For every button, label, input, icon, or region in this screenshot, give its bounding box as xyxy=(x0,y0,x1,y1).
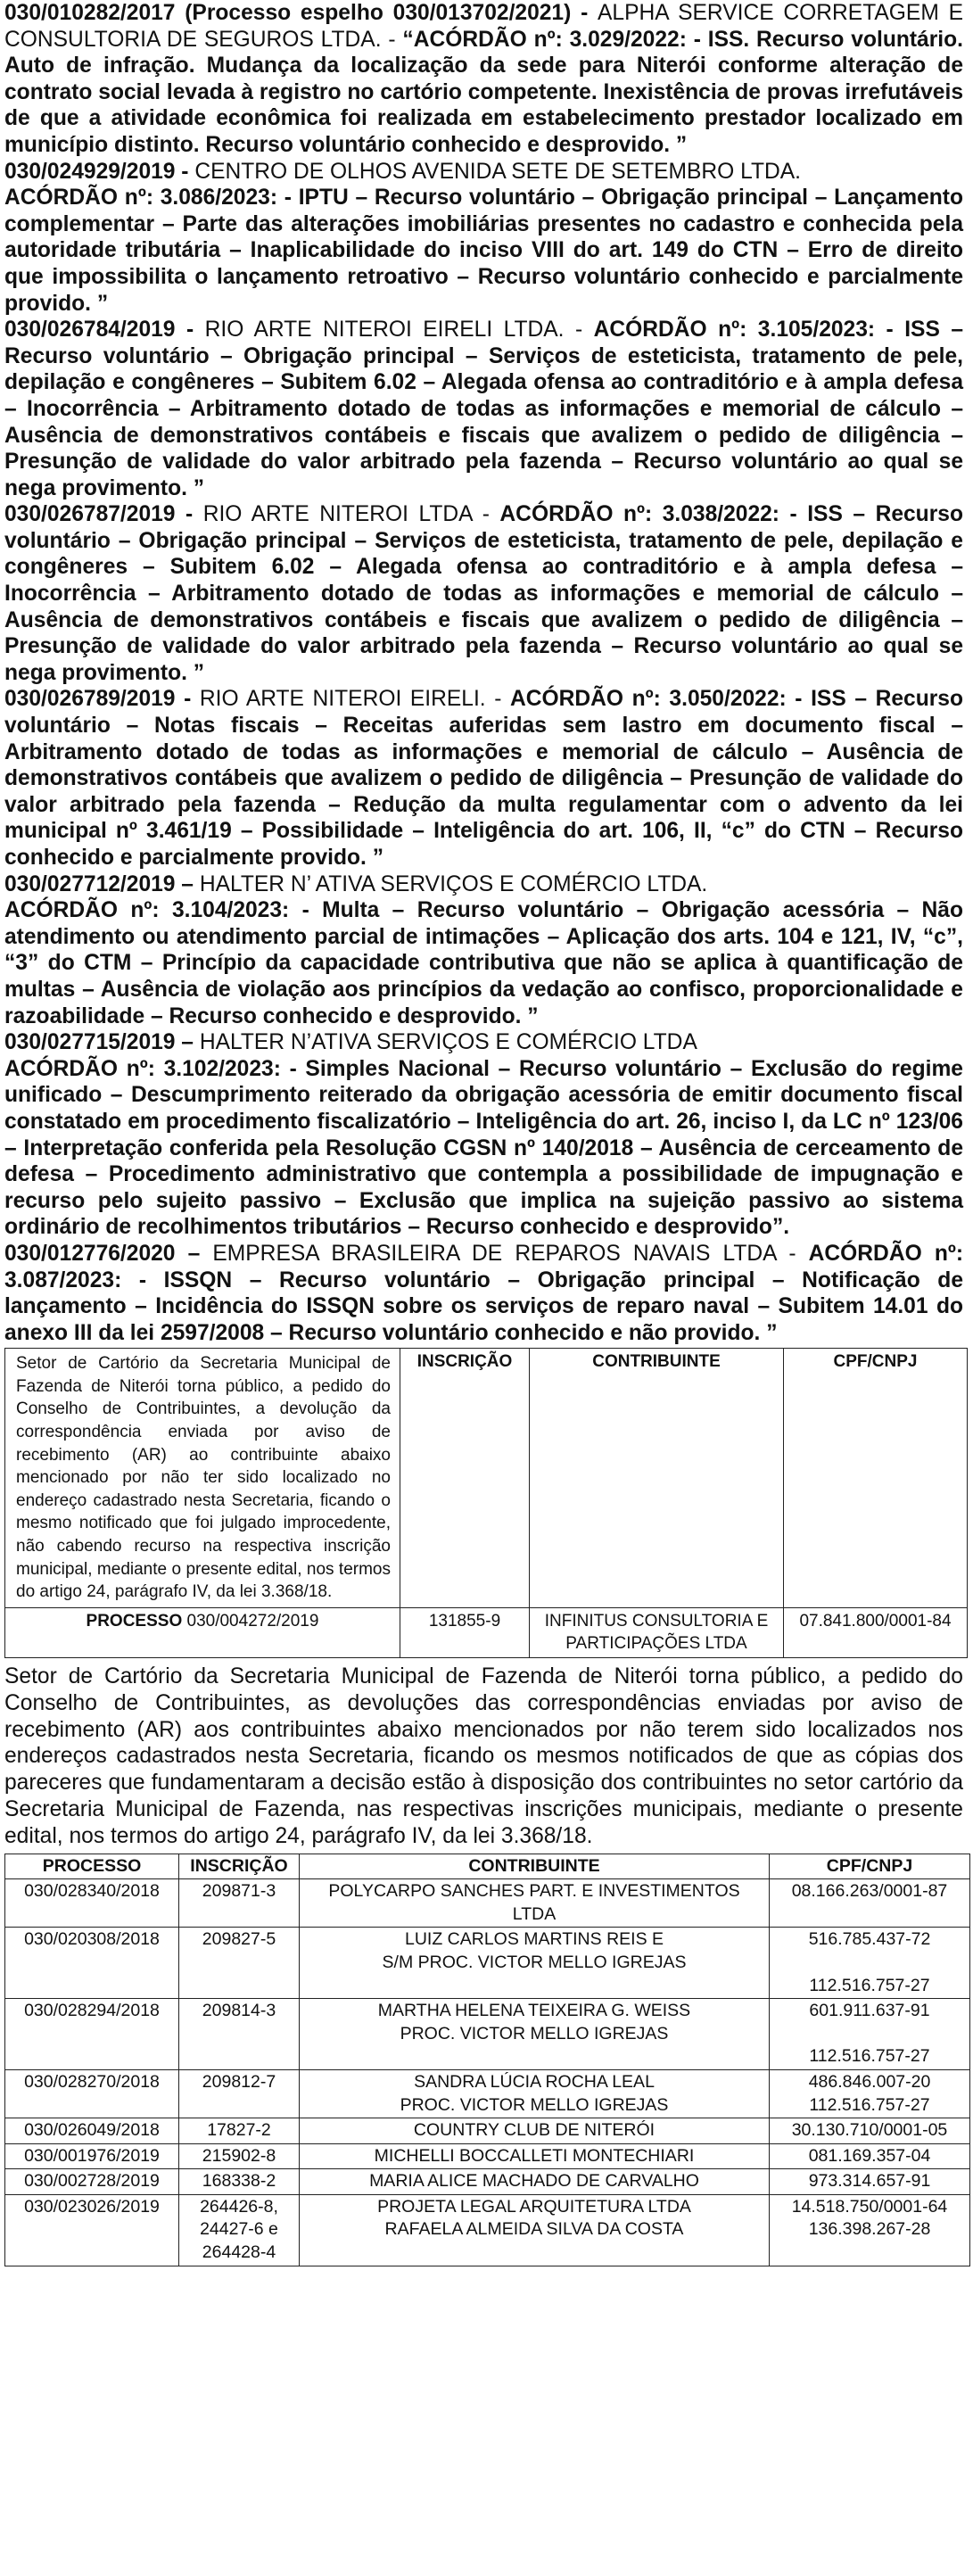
decision-text: ACÓRDÃO nº: 3.102/2023: - Simples Nacional – Recurso voluntário – Exclusão do regime unificado – Descumprimento reiterado da obrigação acessória de emitir documento fiscal constatado em procedimento fiscalizatório – Inteligência do art. 26, inciso I, da LC nº 123/06 – Interpretação conferida pela Resolução CGSN nº 140/2018 – Ausência de cerceamento de defesa – Procedimento administrativo que contempla a possibilidade de impugnação e recurso pelo sujeito passivo – Exclusão que implica na sujeição passivo ao sistema ordinário de recolhimentos tributários – Recurso conhecido e desprovido”. xyxy=(4,1056,963,1240)
processo-cell: 030/028270/2018 xyxy=(5,2069,179,2118)
decision-entry xyxy=(4,1029,963,1241)
processo-cell: 030/001976/2019 xyxy=(5,2143,179,2169)
decision-text: ACÓRDÃO nº: 3.104/2023: - Multa – Recurso voluntário – Obrigação acessória – Não atendimento ou atendimento parcial de intimações – Aplicação dos arts. 104 e 121, IV, “c”, “3” do CTM – Princípio da capacidade contributiva que não se aplica à quantificação de multas – Ausência de violação aos princípios da vedação ao confisco, proporcionalidade e razoabilidade – Recurso conhecido e desprovido. ” xyxy=(4,898,963,1028)
processo-cell: 030/028294/2018 xyxy=(5,1999,179,2070)
header-processo: PROCESSO xyxy=(5,1854,179,1879)
decision-text: ACÓRDÃO nº: 3.105/2023: - ISS – Recurso voluntário – Obrigação principal – Serviços de esteticista, tratamento de pele, depilação e congêneres – Subitem 6.02 – Alegada ofensa ao contraditório e à ampla defesa – Inocorrência – Arbitramento dotado de todas as informações e memorial de cálculo – Ausência de demonstrativos contábeis e fiscais que avalizem o pedido de diligência – Presunção de validade do valor arbitrado pela fazenda – Recurso voluntário ao qual se nega provimento. ” xyxy=(4,318,963,500)
process-number: 030/027712/2019 – xyxy=(4,871,200,896)
decision-text: ACÓRDÃO nº: 3.087/2023: - ISSQN – Recurso voluntário – Obrigação principal – Notificação de lançamento – Incidência do ISSQN sobre os serviços de reparo naval – Subitem 14.01 do anexo III da lei 2597/2008 – Recurso voluntário conhecido e não provido. ” xyxy=(4,1241,964,1345)
cpf-cnpj-cell: 601.911.637-91 112.516.757-27 xyxy=(770,1999,970,2070)
document-page xyxy=(4,0,963,2266)
notice-table-single xyxy=(4,1348,968,1658)
decision-text: ACÓRDÃO nº: 3.038/2022: - ISS – Recurso voluntário – Obrigação principal – Serviços de esteticista, tratamento de pele, depilação e congêneres – Subitem 6.02 – Alegada ofensa ao contraditório e à ampla defesa – Inocorrência – Arbitramento dotado de todas as informações e memorial de cálculo – Ausência de demonstrativos contábeis e fiscais que avalizem o pedido de diligência – Presunção de validade do valor arbitrado pela fazenda – Recurso voluntário ao qual se nega provimento. ” xyxy=(4,502,963,685)
cpf-cnpj-cell: 516.785.437-72 112.516.757-27 xyxy=(770,1928,970,1999)
notice-table-multiple xyxy=(4,1854,970,2266)
decision-entry xyxy=(4,871,963,1030)
table-row xyxy=(5,2143,970,2169)
processo-cell: 030/020308/2018 xyxy=(5,1928,179,1999)
process-number: 030/026787/2019 - xyxy=(4,502,203,527)
process-number: 030/010282/2017 (Processo espelho 030/013702/2021) - xyxy=(4,1,598,25)
company-name: HALTER N’ ATIVA SERVIÇOS E COMÉRCIO LTDA. xyxy=(199,871,708,896)
processo-cell: 030/002728/2019 xyxy=(5,2169,179,2195)
decision-text: ACÓRDÃO nº: 3.086/2023: - IPTU – Recurso voluntário – Obrigação principal – Lançamento complementar – Parte das alterações imobiliárias presentes no cadastro e conhecida pela autoridade tributária – Inaplicabilidade do inciso VIII do art. 149 do CTN – Erro de direito que impossibilita o lançamento retroativo – Recurso voluntário conhecido e parcialmente provido. ” xyxy=(4,186,963,316)
decision-entry xyxy=(4,501,963,686)
decision-list xyxy=(4,0,963,1346)
notice-text: Setor de Cartório da Secretaria Municipal de Fazenda de Niterói torna público, a pedido do Conselho de Contribuintes, a devolução da correspondência enviada por aviso de recebimento (AR) ao contribuinte abaixo mencionado por não ter sido localizado no endereço cadastrado nesta Secretaria, ficando o mesmo notificado que foi julgado improcedente, não cabendo recurso na respectiva inscrição municipal, mediante o presente edital, nos termos do artigo 24, parágrafo IV, da lei 3.368/18. xyxy=(5,1349,400,1608)
inscricao-cell: 131855-9 xyxy=(400,1607,530,1657)
table-row xyxy=(5,2194,970,2266)
company-name: RIO ARTE NITEROI EIRELI LTDA. - xyxy=(204,318,594,343)
company-name: RIO ARTE NITEROI EIRELI. - xyxy=(199,687,510,712)
company-name: ALPHA SERVICE CORRETAGEM E CONSULTORIA DE SEGUROS LTDA. - xyxy=(4,1,963,52)
contribuinte-cell: POLYCARPO SANCHES PART. E INVESTIMENTOS LTDA xyxy=(300,1879,770,1928)
cpf-cnpj-cell: 081.169.357-04 xyxy=(770,2143,970,2169)
table-row xyxy=(5,2069,970,2118)
process-number: 030/026789/2019 - xyxy=(4,687,200,712)
processo-label: PROCESSO xyxy=(86,1611,183,1631)
notice-paragraph: Setor de Cartório da Secretaria Municipal de Fazenda de Niterói torna público, a pedido do Conselho de Contribuintes, as devoluções das correspondências enviadas por aviso de recebimento (AR) aos contribuintes abaixo mencionados por não terem sido localizados nos endereços cadastrados nesta Secretaria, ficando os mesmos notificados de que as cópias dos pareceres que fundamentaram a decisão estão à disposição dos contribuintes no setor cartório da Secretaria Municipal de Fazenda, nas respectivas inscrições municipais, mediante o presente edital, nos termos do artigo 24, parágrafo IV, da lei 3.368/18. xyxy=(4,1664,963,1848)
inscricao-cell: 17827-2 xyxy=(179,2118,300,2144)
processo-cell: 030/026049/2018 xyxy=(5,2118,179,2144)
inscricao-cell: 209871-3 xyxy=(179,1879,300,1928)
header-cpf-cnpj: CPF/CNPJ xyxy=(784,1349,968,1608)
decision-entry xyxy=(4,1241,963,1346)
inscricao-cell: 209827-5 xyxy=(179,1928,300,1999)
decision-entry xyxy=(4,159,963,318)
decision-entry xyxy=(4,317,963,501)
contribuinte-cell: MARIA ALICE MACHADO DE CARVALHO xyxy=(300,2169,770,2195)
inscricao-cell: 209814-3 xyxy=(179,1999,300,2070)
process-number: 030/027715/2019 – xyxy=(4,1030,200,1055)
processo-cell: 030/023026/2019 xyxy=(5,2194,179,2266)
contribuinte-cell: SANDRA LÚCIA ROCHA LEAL PROC. VICTOR MELLO IGREJAS xyxy=(300,2069,770,2118)
inscricao-cell: 168338-2 xyxy=(179,2169,300,2195)
company-name: HALTER N’ATIVA SERVIÇOS E COMÉRCIO LTDA xyxy=(199,1030,697,1055)
header-contribuinte: CONTRIBUINTE xyxy=(530,1349,784,1608)
contribuinte-cell: MARTHA HELENA TEIXEIRA G. WEISS PROC. VICTOR MELLO IGREJAS xyxy=(300,1999,770,2070)
decision-entry xyxy=(4,686,963,871)
header-inscricao: INSCRIÇÃO xyxy=(179,1854,300,1879)
contribuinte-cell: PROJETA LEGAL ARQUITETURA LTDA RAFAELA ALMEIDA SILVA DA COSTA xyxy=(300,2194,770,2266)
inscricao-cell: 209812-7 xyxy=(179,2069,300,2118)
table-row xyxy=(5,2169,970,2195)
decision-text: “ACÓRDÃO nº: 3.029/2022: - ISS. Recurso voluntário. Auto de infração. Mudança da localização da sede para Niterói conforme alteração de contrato social levada à registro no cartório competente. Inexistência de provas irrefutáveis de que a atividade econômica foi realizada em estabelecimento prestador localizado em município distinto. Recurso voluntário conhecido e desprovido. ” xyxy=(4,27,963,157)
decision-text: ACÓRDÃO nº: 3.050/2022: - ISS – Recurso voluntário – Notas fiscais – Receitas auferidas sem lastro em documento fiscal – Arbitramento dotado de todas as informações e memorial de cálculo – Ausência de demonstrativos contábeis que avalizem o pedido de diligência – Presunção de validade do valor arbitrado pela fazenda – Redução da multa regulamentar com o advento da lei municipal nº 3.461/19 – Possibilidade – Inteligência do art. 106, II, “c” do CTN – Recurso conhecido e parcialmente provido. ” xyxy=(4,687,963,870)
table-body xyxy=(5,1879,970,2266)
header-cpf-cnpj: CPF/CNPJ xyxy=(770,1854,970,1879)
processo-cell xyxy=(5,1607,400,1657)
inscricao-cell: 264426-8, 24427-6 e 264428-4 xyxy=(179,2194,300,2266)
cpf-cnpj-cell: 07.841.800/0001-84 xyxy=(784,1607,968,1657)
processo-number: 030/004272/2019 xyxy=(182,1611,319,1631)
contribuinte-cell: MICHELLI BOCCALLETI MONTECHIARI xyxy=(300,2143,770,2169)
company-name: CENTRO DE OLHOS AVENIDA SETE DE SETEMBRO LTDA. xyxy=(194,159,801,184)
process-number: 030/024929/2019 - xyxy=(4,159,195,184)
table-row xyxy=(5,1999,970,2070)
cpf-cnpj-cell: 14.518.750/0001-64 136.398.267-28 xyxy=(770,2194,970,2266)
contribuinte-cell: COUNTRY CLUB DE NITERÓI xyxy=(300,2118,770,2144)
process-number: 030/026784/2019 - xyxy=(4,318,205,343)
table-row xyxy=(5,1879,970,1928)
contribuinte-cell: LUIZ CARLOS MARTINS REIS E S/M PROC. VICTOR MELLO IGREJAS xyxy=(300,1928,770,1999)
contribuinte-cell: INFINITUS CONSULTORIA E PARTICIPAÇÕES LTDA xyxy=(530,1607,784,1657)
table-row xyxy=(5,2118,970,2144)
company-name: RIO ARTE NITEROI LTDA - xyxy=(202,502,500,527)
process-number: 030/012776/2020 – xyxy=(4,1241,213,1266)
decision-entry xyxy=(4,0,963,159)
header-contribuinte: CONTRIBUINTE xyxy=(300,1854,770,1879)
company-name: EMPRESA BRASILEIRA DE REPAROS NAVAIS LTDA - xyxy=(212,1241,809,1266)
cpf-cnpj-cell: 973.314.657-91 xyxy=(770,2169,970,2195)
inscricao-cell: 215902-8 xyxy=(179,2143,300,2169)
cpf-cnpj-cell: 486.846.007-20 112.516.757-27 xyxy=(770,2069,970,2118)
table-row xyxy=(5,1928,970,1999)
cpf-cnpj-cell: 30.130.710/0001-05 xyxy=(770,2118,970,2144)
header-inscricao: INSCRIÇÃO xyxy=(400,1349,530,1608)
cpf-cnpj-cell: 08.166.263/0001-87 xyxy=(770,1879,970,1928)
processo-cell: 030/028340/2018 xyxy=(5,1879,179,1928)
